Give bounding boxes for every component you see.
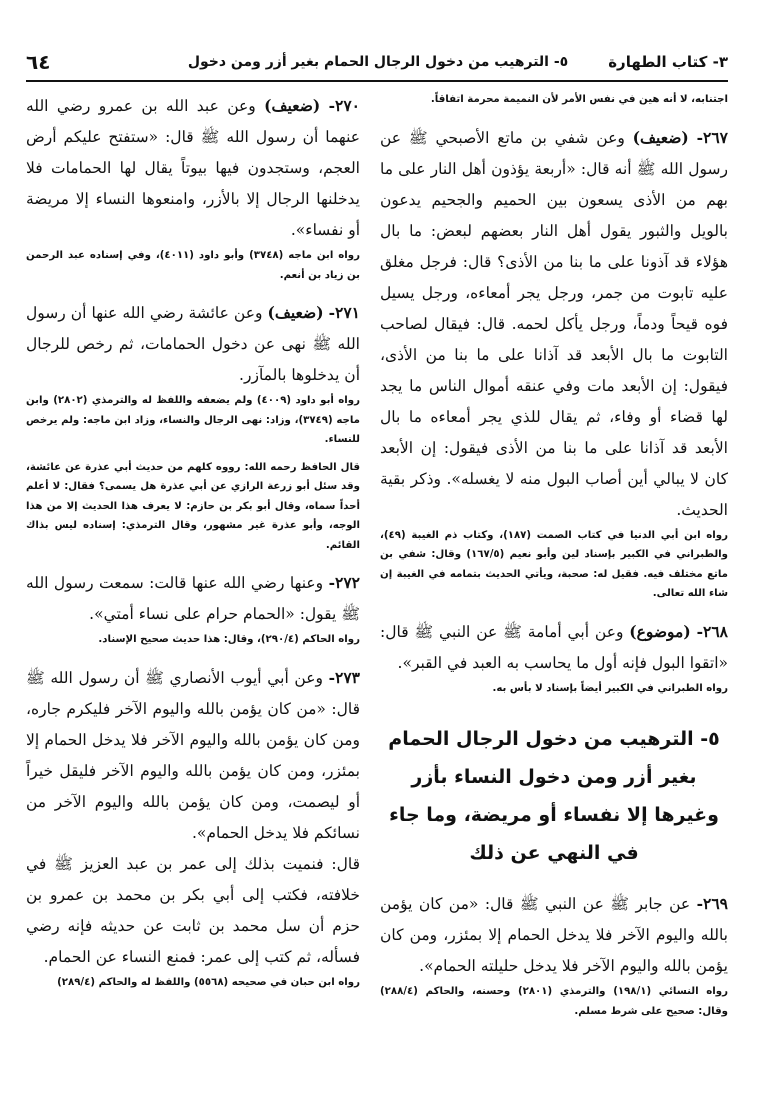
hadith-source: رواه الطبراني في الكبير أيضاً بإسناد لا بأس به. (492, 682, 728, 694)
section-heading: ٥- الترهيب من دخول الرجال الحمام بغير أزر ومن دخول النساء بأزر وغيرها إلا نفساء أو مريضة، وما جاء في النهي عن ذلك (388, 728, 720, 864)
hadith-270 (26, 90, 360, 285)
section-running-title: ٥- الترهيب من دخول الرجال الحمام بغير أزر ومن دخول (187, 54, 569, 70)
hadith-text: وعن شفي بن ماتع الأصبحي ﷺ عن رسول الله ﷺ أنه قال: «أربعة يؤذون أهل النار على ما بهم من الأذى يسعون بين الحميم والجحيم يدعون بالويل والثبور يقول أهل النار بعضهم لبعض: ما بال هؤلاء قد آذونا على ما بنا من الأذى؟ قال: فرجل مغلق عليه تابوت من جمر، ورجل يجر أمعاءه، ورجل يسيل فوه قيحاً ودماً، ورجل يأكل لحمه. قال: فيقال لصاحب التابوت ما بال الأبعد قد آذانا على ما بنا من الأذى، فيقول: إن الأبعد مات وفي عنقه أموال الناس ما يجد لها قضاء أو وفاء، ثم يقال للذي يجر أمعاءه ما بال الأبعد قد آذانا على ما بنا من الأذى فيقول: إن الأبعد كان لا يبالي أين أصاب البول منه لا يغسله». وذكر بقية الحديث. (380, 128, 728, 519)
hadith-267 (380, 122, 728, 604)
hadith-text: وعن أبي أيوب الأنصاري ﷺ أن رسول الله ﷺ قال: «من كان يؤمن بالله واليوم الآخر فليكرم جاره، ومن كان يؤمن بالله واليوم الآخر فلا يدخل الحمام إلا بمئزر، ومن كان يؤمن بالله واليوم الآخر فليقل خيراً أو ليصمت، ومن كان يؤمن بالله واليوم الآخر من نسائكم فلا يدخل الحمام». (26, 668, 360, 842)
hadith-number: ٢٦٩- (696, 894, 728, 913)
hadith-narration: قال: فنميت بذلك إلى عمر بن عبد العزيز ﷺ في خلافته، فكتب إلى أبي بكر بن محمد بن عمرو بن حزم أن سل محمد بن ثابت عن حديثه فإنه رضي فسأله، ثم كتب إلى عمر: فمنع النساء عن الحمام. (26, 854, 360, 966)
hadith-number: ٢٦٨- (696, 621, 728, 641)
hadith-source: رواه ابن ماجه (٣٧٤٨) وأبو داود (٤٠١١)، وفي إسناده عبد الرحمن بن زياد بن أنعم. (26, 250, 360, 281)
hadith-number: ٢٧٣- (328, 667, 360, 687)
chapter-title: ٣- كتاب الطهارة (608, 53, 728, 71)
hadith-text: عن جابر ﷺ عن النبي ﷺ قال: «من كان يؤمن بالله واليوم الآخر فلا يدخل الحمام إلا بمئزر، ومن كان يؤمن بالله واليوم الآخر فلا يدخل حليلته الحمام». (380, 895, 728, 975)
hadith-grade: (موضوع) (629, 621, 691, 641)
hadith-268 (380, 616, 728, 699)
hadith-grade: (ضعيف) (267, 303, 324, 322)
header-divider (26, 80, 728, 82)
hadith-text: وعن عبد الله بن عمرو رضي الله عنهما أن رسول الله ﷺ قال: «ستفتح عليكم أرض العجم، وستجدون فيها بيوتاً يقال لها الحمامات فلا يدخلنها الرجال إلا بالأزر، وامنعوها النساء إلا مريضة أو نفساء». (26, 97, 360, 239)
left-column (26, 90, 360, 1004)
page-number: ٦٤ (26, 50, 51, 74)
hadith-source: رواه ابن حبان في صحيحه (٥٥٦٨) واللفظ له والحاكم (٢٨٩/٤) (57, 976, 360, 988)
hadith-text: وعنها رضي الله عنها قالت: سمعت رسول الله ﷺ يقول: «الحمام حرام على نساء أمتي». (26, 574, 360, 623)
hadith-number: ٢٧٢- (328, 573, 360, 592)
page-header (26, 48, 728, 76)
hadith-text: وعن عائشة رضي الله عنها أن رسول الله ﷺ نهى عن دخول الحمامات، ثم رخص للرجال أن يدخلوها بالمآزر. (26, 304, 360, 384)
hadith-grade: (ضعيف) (264, 96, 321, 115)
hadith-text: وعن أبي أمامة ﷺ عن النبي ﷺ قال: «اتقوا البول فإنه أول ما يحاسب به العبد في القبر». (380, 622, 728, 672)
hadith-source: رواه النسائي (١٩٨/١) والترمذي (٢٨٠١) وحسنه، والحاكم (٢٨٨/٤) وقال: صحيح على شرط مسلم. (380, 986, 728, 1017)
top-note: اجتنابه، لا أنه هين في نفس الأمر لأن النميمة محرمة اتفاقاً. (430, 94, 728, 105)
hadith-source: رواه الحاكم (٢٩٠/٤)، وقال: هذا حديث صحيح الإسناد. (98, 634, 360, 645)
hadith-272 (26, 567, 360, 650)
right-column (380, 90, 728, 1033)
hadith-271 (26, 297, 360, 555)
hadith-grade: (ضعيف) (632, 127, 689, 147)
hadith-269 (380, 888, 728, 1021)
hadith-number: ٢٦٧- (696, 127, 728, 147)
hadith-commentary: قال الحافظ رحمه الله: رووه كلهم من حديث أبي عذرة عن عائشة، وقد سئل أبو زرعة الرازي عن أبي عذرة هل يسمى؟ فقال: لا أعلم أحداً سماه، وقال أبو بكر بن حازم: لا يعرف هذا الحديث إلا من هذا الوجه، وأبو عذرة غير مشهور، وقال الترمذي: إسناده ليس بذاك القائم. (26, 461, 360, 551)
hadith-number: ٢٧١- (328, 303, 360, 322)
hadith-273 (26, 662, 360, 993)
hadith-source: رواه ابن أبي الدنيا في كتاب الصمت (١٨٧)، وكتاب ذم الغيبة (٤٩)، والطبراني في الكبير بإسناد لين وأبو نعيم (١٦٧/٥) وقال: شفي بن ماتع مختلف فيه. فقيل له: صحبة، ويأتي الحديث بتمامه في الغيبة إن شاء الله تعالى. (380, 529, 728, 599)
hadith-source: رواه أبو داود (٤٠٠٩) ولم يضعفه واللفظ له والترمذي (٢٨٠٢) وابن ماجه (٣٧٤٩)، وزاد: نهى الرجال والنساء، وزاد ابن ماجه: ولم يرخص للنساء. (26, 395, 360, 445)
hadith-number: ٢٧٠- (328, 96, 360, 115)
